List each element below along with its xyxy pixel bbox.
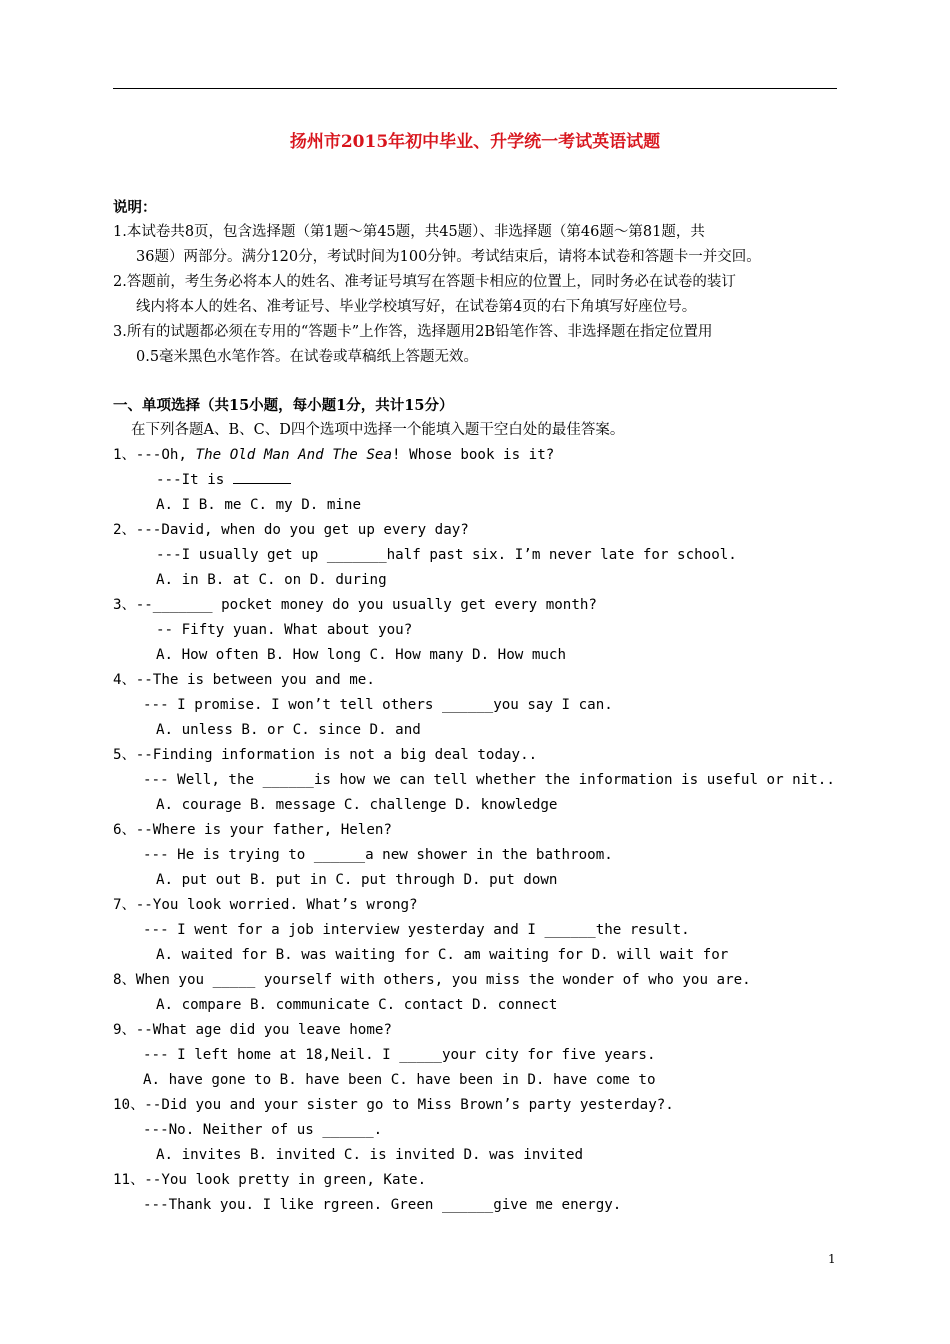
instructions-heading: 说明： [113, 199, 157, 216]
instruction-line: 线内将本人的姓名、准考证号、毕业学校填写好，在试卷第4页的右下角填写好座位号。 [136, 299, 697, 315]
question-9-stem: 9、--What age did you leave home? [113, 1022, 392, 1038]
section-directions: 在下列各题A、B、C、D四个选项中选择一个能填入题干空白处的最佳答案。 [131, 422, 625, 438]
section-header [113, 393, 843, 443]
answer-blank [233, 470, 291, 484]
question-10-reply: ---No. Neither of us ______. [143, 1122, 383, 1138]
instruction-line: 2.答题前，考生务必将本人的姓名、准考证号填写在答题卡相应的位置上，同时务必在试卷的装订 [113, 274, 736, 290]
question-1-stem: 1、---Oh, The Old Man And The Sea! Whose book is it? [113, 447, 555, 463]
question-3-stem: 3、--_______ pocket money do you usually get every month? [113, 597, 597, 613]
question-2-stem: 2、---David, when do you get up every day? [113, 522, 469, 538]
header-rule [113, 88, 837, 89]
section-heading: 一、单项选择（共15小题，每小题1分，共计15分） [113, 397, 454, 414]
question-8-stem: 8、When you _____ yourself with others, you miss the wonder of who you are. [113, 972, 751, 988]
question-7-options: A. waited for B. was waiting for C. am waiting for D. will wait for [156, 947, 729, 963]
page-number: 1 [828, 1252, 836, 1266]
question-9-reply: --- I left home at 18,Neil. I _____your city for five years. [143, 1047, 656, 1063]
question-6-reply: --- He is trying to ______a new shower in the bathroom. [143, 847, 613, 863]
question-11-reply: ---Thank you. I like rgreen. Green ______give me energy. [143, 1197, 622, 1213]
question-5-stem: 5、--Finding information is not a big deal today.. [113, 747, 538, 763]
question-7-stem: 7、--You look worried. What’s wrong? [113, 897, 418, 913]
question-10-options: A. invites B. invited C. is invited D. was invited [156, 1147, 584, 1163]
question-1-options: A. I B. me C. my D. mine [156, 497, 361, 513]
question-9-options: A. have gone to B. have been C. have been in D. have come to [143, 1072, 656, 1088]
question-5-options: A. courage B. message C. challenge D. knowledge [156, 797, 558, 813]
instruction-line: 1.本试卷共8页，包含选择题（第1题～第45题，共45题）、非选择题（第46题～第81题，共 [113, 224, 705, 240]
question-6-options: A. put out B. put in C. put through D. put down [156, 872, 558, 888]
question-2-options: A. in B. at C. on D. during [156, 572, 387, 588]
question-4-reply: --- I promise. I won’t tell others ______you say I can. [143, 697, 613, 713]
question-2-reply: ---I usually get up _______half past six. I’m never late for school. [156, 547, 737, 563]
question-10-stem: 10、--Did you and your sister go to Miss Brown’s party yesterday?. [113, 1097, 674, 1113]
instruction-line: 3.所有的试题都必须在专用的“答题卡”上作答，选择题用2B铅笔作答、非选择题在指定位置用 [113, 324, 713, 340]
question-1-reply: ---It is [113, 468, 843, 493]
question-list [113, 443, 843, 1218]
exam-title: 扬州市2015年初中毕业、升学统一考试英语试题 [289, 132, 661, 152]
question-4-options: A. unless B. or C. since D. and [156, 722, 421, 738]
instruction-line: 0.5毫米黑色水笔作答。在试卷或草稿纸上答题无效。 [136, 349, 479, 365]
question-5-reply: --- Well, the ______is how we can tell whether the information is useful or nit.. [143, 772, 835, 788]
book-title: The Old Man And The Sea [195, 447, 392, 463]
question-3-options: A. How often B. How long C. How many D. How much [156, 647, 566, 663]
instructions [113, 195, 843, 370]
question-8-options: A. compare B. communicate C. contact D. connect [156, 997, 558, 1013]
question-3-reply: -- Fifty yuan. What about you? [156, 622, 413, 638]
instruction-line: 36题）两部分。满分120分，考试时间为100分钟。考试结束后，请将本试卷和答题卡一并交回。 [136, 249, 761, 265]
question-11-stem: 11、--You look pretty in green, Kate. [113, 1172, 427, 1188]
question-7-reply: --- I went for a job interview yesterday and I ______the result. [143, 922, 690, 938]
question-4-stem: 4、--The is between you and me. [113, 672, 375, 688]
question-6-stem: 6、--Where is your father, Helen? [113, 822, 392, 838]
